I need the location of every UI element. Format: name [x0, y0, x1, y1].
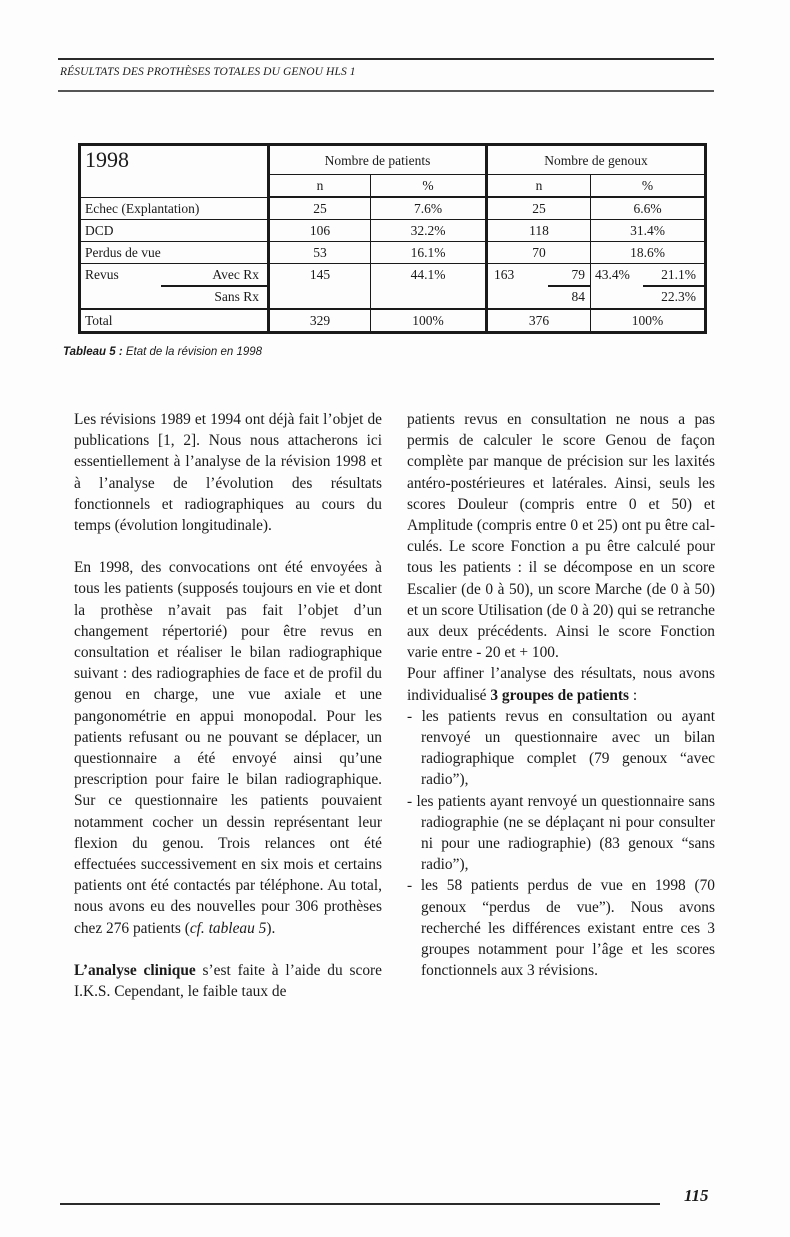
- genoux-pct-avec: 21.1%: [661, 267, 696, 282]
- cell-patients-n: 145: [269, 264, 371, 310]
- table-row: [80, 242, 706, 264]
- paragraph-text: ).: [266, 919, 276, 937]
- cell-patients-pct: 100%: [371, 309, 487, 333]
- cell-genoux-pct: 18.6%: [591, 242, 706, 264]
- genoux-n-avec: 79: [571, 267, 585, 282]
- list-item: - les patients revus en consultation ou ayant renvoyé un questionnaire avec un bilan radiographique complet (79 genoux “avec radio”),: [407, 707, 715, 789]
- column-right: [407, 409, 715, 981]
- paragraph: [74, 557, 382, 939]
- list-item: - les 58 patients perdus de vue en 1998 (70 genoux “perdus de vue”). Nous avons recherché les différences existant entre ces 3 groupes notamment pour l’âge et les scores fonctionnels aux 3 révisions.: [407, 877, 715, 980]
- cell-genoux-n: 118: [487, 220, 591, 242]
- table-reference: cf. tableau 5: [189, 919, 267, 937]
- results-table: [78, 143, 707, 334]
- table-row: [80, 220, 706, 242]
- header-rule-top: [58, 58, 714, 60]
- cell-patients-n: 329: [269, 309, 371, 333]
- avec-rx-label: Avec Rx: [212, 267, 259, 282]
- cell-patients-pct: 7.6%: [371, 197, 487, 220]
- row-label: DCD: [80, 220, 269, 242]
- cell-genoux-pct: 31.4%: [591, 220, 706, 242]
- paragraph: Les révisions 1989 et 1994 ont déjà fait l’objet de publications [1, 2]. Nous nous attacherons ici essentiellement à l’analyse de la révision 1998 et à l’analyse de l’évolution des résultats fonctionnels et radiographiques au cours du temps (évolution longitudinale).: [74, 411, 382, 535]
- genoux-n-total: 163: [494, 267, 515, 282]
- cell-genoux-n: 70: [487, 242, 591, 264]
- cell-patients-pct: 16.1%: [371, 242, 487, 264]
- genoux-pct-total: 43.4%: [595, 267, 630, 282]
- bold-lead: L’analyse clinique: [74, 961, 196, 979]
- running-head: RÉSULTATS DES PROTHÈSES TOTALES DU GENOU HLS 1: [60, 66, 356, 78]
- cell-patients-pct: 32.2%: [371, 220, 487, 242]
- paragraph-text: s’est faite à l’aide du score I.K.S. Cependant, le faible taux de: [74, 961, 382, 1001]
- cell-genoux-n: 25: [487, 197, 591, 220]
- table-row: [80, 197, 706, 220]
- row-label: Total: [80, 309, 269, 333]
- sans-rx-label: Sans Rx: [214, 289, 259, 304]
- cell-genoux-n: 376: [487, 309, 591, 333]
- page-number: 115: [684, 1186, 709, 1205]
- subheader-patients-pct: %: [371, 175, 487, 198]
- cell-genoux-pct: 6.6%: [591, 197, 706, 220]
- subheader-genoux-n: n: [487, 175, 591, 198]
- genoux-pct-sans: 22.3%: [661, 289, 696, 304]
- paragraph: [74, 960, 382, 1002]
- row-label: Echec (Explantation): [80, 197, 269, 220]
- list-item: - les patients ayant renvoyé un questionnaire sans radiographie (ne se déplaçant ni pour consulter ni pour une radiographie) (83 genoux “sans radio”),: [407, 792, 715, 874]
- table-caption: [63, 346, 262, 358]
- paragraph: patients revus en consultation ne nous a pas permis de calculer le score Genou de façon complète par manque de précision sur les laxités antéro-postérieures et latérales. Ainsi, seuls les scores Douleur (compris entre 0 et 50) et Amplitude (compris entre 0 et 25) ont pu être calculés. Le score Fonction a pu être calculé pour tous les patients : il se décompose en un score Escalier (de 0 à 50), un score Marche (de 0 à 50) et un score Utilisation (de 0 à 20) qui se retranche aux deux précédents. Ainsi le score Fonction varie entre - 20 et + 100.: [407, 411, 715, 662]
- table-row-revus: [80, 264, 706, 310]
- cell-patients-n: 106: [269, 220, 371, 242]
- cell-patients-pct: 44.1%: [371, 264, 487, 310]
- header-rule-bottom: [58, 90, 714, 92]
- genoux-n-sans: 84: [571, 289, 585, 304]
- group-list: [407, 706, 715, 982]
- header-genoux: Nombre de genoux: [487, 145, 706, 175]
- paragraph-text: :: [629, 686, 638, 704]
- row-label-revus: [80, 264, 269, 310]
- caption-text: Etat de la révision en 1998: [122, 346, 263, 358]
- cell-patients-n: 53: [269, 242, 371, 264]
- header-patients: Nombre de patients: [269, 145, 487, 175]
- paragraph: [407, 663, 715, 705]
- cell-genoux-pct: [591, 264, 706, 310]
- cell-genoux-n: [487, 264, 591, 310]
- paragraph-text: En 1998, des convocations ont été envoyées à tous les patients (supposés toujours en vie et dont la prothèse n’avait pas fait l’objet d’un changement répertorié) pour être revus en consultation et réaliser le bilan radiographique suivant : des radiographies de face et de profil du genou en charge, une vue axiale et une pangonométrie en appui monopodal. Pour les patients refusant ou ne pouvant se déplacer, un questionnaire a été envoyé ainsi qu’une prescription pour faire le bilan radiographique. Sur ce questionnaire les patients pouvaient notamment cocher un dessin représentant leur flexion du genou. Trois relances ont été effectuées successivement en six mois et certains patients ont été contactés par téléphone. Au total, nous avons eu des nouvelles pour 306 prothèses chez 276 patients (: [74, 559, 382, 937]
- table-year: 1998: [80, 145, 269, 198]
- row-label: Perdus de vue: [80, 242, 269, 264]
- table-row-total: [80, 309, 706, 333]
- bold-phrase: 3 groupes de patients: [490, 686, 630, 704]
- revus-label: Revus: [85, 267, 119, 282]
- paragraph-text: Pour affiner l’analyse des résultats, nous avons individualisé: [407, 665, 715, 704]
- column-left: [74, 409, 382, 1002]
- footer-rule: [60, 1203, 660, 1205]
- subheader-patients-n: n: [269, 175, 371, 198]
- cell-genoux-pct: 100%: [591, 309, 706, 333]
- subheader-genoux-pct: %: [591, 175, 706, 198]
- caption-label: Tableau 5 :: [63, 346, 123, 358]
- cell-patients-n: 25: [269, 197, 371, 220]
